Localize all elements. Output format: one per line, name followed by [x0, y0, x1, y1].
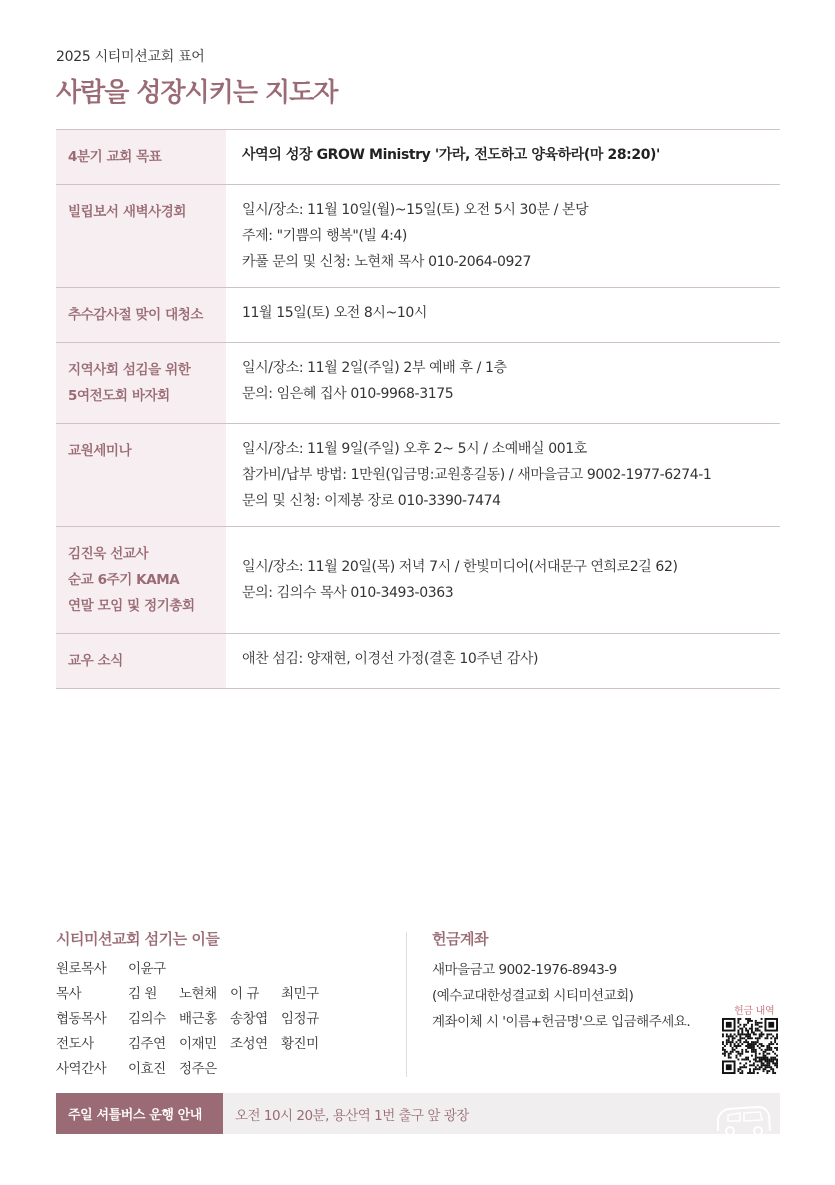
- label-line: 연말 모임 및 정기총회: [68, 598, 195, 614]
- qr-code-icon[interactable]: [722, 1018, 778, 1074]
- page-title: 사람을 성장시키는 지도자: [56, 78, 338, 108]
- footer-info: [56, 928, 780, 1078]
- content-line: 사역의 성장 GROW Ministry '가라, 전도하고 양육하라(마 28:20)': [242, 147, 660, 163]
- staff-name: 이재민: [179, 1036, 217, 1052]
- schedule-row-content: [226, 343, 780, 423]
- staff-names: [128, 1032, 332, 1057]
- schedule-row-content: [226, 130, 780, 184]
- bus-icon: [714, 1101, 774, 1134]
- header: [56, 46, 780, 109]
- schedule-row: [56, 424, 780, 527]
- content-line: 일시/장소: 11월 20일(목) 저녁 7시 / 한빛미디어(서대문구 연희로2길 62): [242, 559, 678, 575]
- motto-subtitle: 2025 시티미션교회 표어: [56, 49, 205, 65]
- staff-name: 이윤구: [128, 961, 166, 977]
- staff-name: 김 원: [128, 986, 157, 1002]
- offering-title: 헌금계좌: [432, 930, 488, 948]
- divider: [406, 932, 407, 1077]
- schedule-row-label: [56, 343, 226, 423]
- schedule-row: [56, 527, 780, 634]
- content-line: 일시/장소: 11월 10일(월)~15일(토) 오전 5시 30분 / 본당: [242, 202, 589, 218]
- content-line: 주제: "기쁨의 행복"(빌 4:4): [242, 228, 407, 244]
- schedule-row-label: [56, 527, 226, 633]
- content-line: 참가비/납부 방법: 1만원(입금명:교원홍길동) / 새마을금고 9002-1977-6274-1: [242, 467, 712, 483]
- schedule-row-label: [56, 288, 226, 342]
- staff-row: [56, 957, 406, 982]
- schedule-row-label: [56, 130, 226, 184]
- schedule-row-content: [226, 634, 780, 688]
- content-line: 일시/장소: 11월 2일(주일) 2부 예배 후 / 1층: [242, 360, 507, 376]
- label-line: 지역사회 섬김을 위한: [68, 362, 191, 378]
- shuttle-bar: [56, 1093, 780, 1134]
- schedule-row-content: [226, 288, 780, 342]
- schedule-row-content: [226, 527, 780, 633]
- label-line: 김진욱 선교사: [68, 546, 149, 562]
- schedule-row-content: [226, 185, 780, 287]
- staff-names: [128, 982, 332, 1007]
- staff-name: 정주은: [179, 1061, 217, 1077]
- content-line: 11월 15일(토) 오전 8시~10시: [242, 305, 428, 321]
- schedule-row-label: [56, 185, 226, 287]
- label-line: 교우 소식: [68, 653, 123, 669]
- schedule-row-label: [56, 424, 226, 526]
- offering-instruction: 계좌이체 시 '이름+헌금명'으로 입금해주세요.: [432, 1014, 691, 1030]
- staff-name: 이 규: [230, 986, 259, 1002]
- staff-role: 원로목사: [56, 961, 107, 977]
- qr-label: 헌금 내역: [734, 1006, 775, 1017]
- schedule-table: [56, 129, 780, 689]
- staff-name: 배근홍: [179, 1011, 217, 1027]
- offering-account-holder: (예수교대한성결교회 시티미션교회): [432, 988, 634, 1004]
- schedule-row: [56, 288, 780, 343]
- schedule-row-content: [226, 424, 780, 526]
- staff-role: 전도사: [56, 1036, 94, 1052]
- label-line: 추수감사절 맞이 대청소: [68, 307, 204, 323]
- schedule-row: [56, 343, 780, 424]
- content-line: 카풀 문의 및 신청: 노현채 목사 010-2064-0927: [242, 254, 531, 270]
- staff-role: 목사: [56, 986, 82, 1002]
- staff-role: 사역간사: [56, 1061, 107, 1077]
- staff-name: 김주연: [128, 1036, 166, 1052]
- label-line: 순교 6주기 KAMA: [68, 572, 180, 588]
- staff-name: 황진미: [281, 1036, 319, 1052]
- shuttle-label: 주일 셔틀버스 운행 안내: [56, 1093, 223, 1134]
- staff-name: 김의수: [128, 1011, 166, 1027]
- schedule-row: [56, 130, 780, 185]
- staff-row: [56, 1057, 406, 1082]
- label-line: 5여전도회 바자회: [68, 388, 170, 404]
- staff-title: 시티미션교회 섬기는 이들: [56, 930, 220, 948]
- staff-names: [128, 1057, 230, 1082]
- staff-names: [128, 1007, 332, 1032]
- content-line: 문의: 김의수 목사 010-3493-0363: [242, 585, 454, 601]
- schedule-row-label: [56, 634, 226, 688]
- schedule-row: [56, 634, 780, 689]
- staff-name: 노현채: [179, 986, 217, 1002]
- content-line: 문의 및 신청: 이제봉 장로 010-3390-7474: [242, 493, 501, 509]
- staff-section: [56, 928, 406, 1082]
- content-line: 문의: 임은혜 집사 010-9968-3175: [242, 386, 454, 402]
- staff-row: [56, 1032, 406, 1057]
- shuttle-info: 오전 10시 20분, 용산역 1번 출구 앞 광장: [235, 1107, 469, 1124]
- label-line: 빌립보서 새벽사경회: [68, 204, 187, 220]
- staff-role: 협동목사: [56, 1011, 107, 1027]
- staff-row: [56, 1007, 406, 1032]
- staff-list: [56, 957, 406, 1082]
- offering-account: 새마을금고 9002-1976-8943-9: [432, 962, 617, 978]
- label-line: 교원세미나: [68, 443, 132, 459]
- content-line: 애찬 섬김: 양재현, 이경선 가정(결혼 10주년 감사): [242, 651, 539, 667]
- content-line: 일시/장소: 11월 9일(주일) 오후 2~ 5시 / 소예배실 001호: [242, 441, 587, 457]
- staff-name: 임정규: [281, 1011, 319, 1027]
- staff-name: 송창엽: [230, 1011, 268, 1027]
- label-line: 4분기 교회 목표: [68, 149, 162, 165]
- staff-name: 조성연: [230, 1036, 268, 1052]
- schedule-row: [56, 185, 780, 288]
- staff-name: 최민구: [281, 986, 319, 1002]
- staff-name: 이효진: [128, 1061, 166, 1077]
- staff-names: [128, 957, 179, 982]
- staff-row: [56, 982, 406, 1007]
